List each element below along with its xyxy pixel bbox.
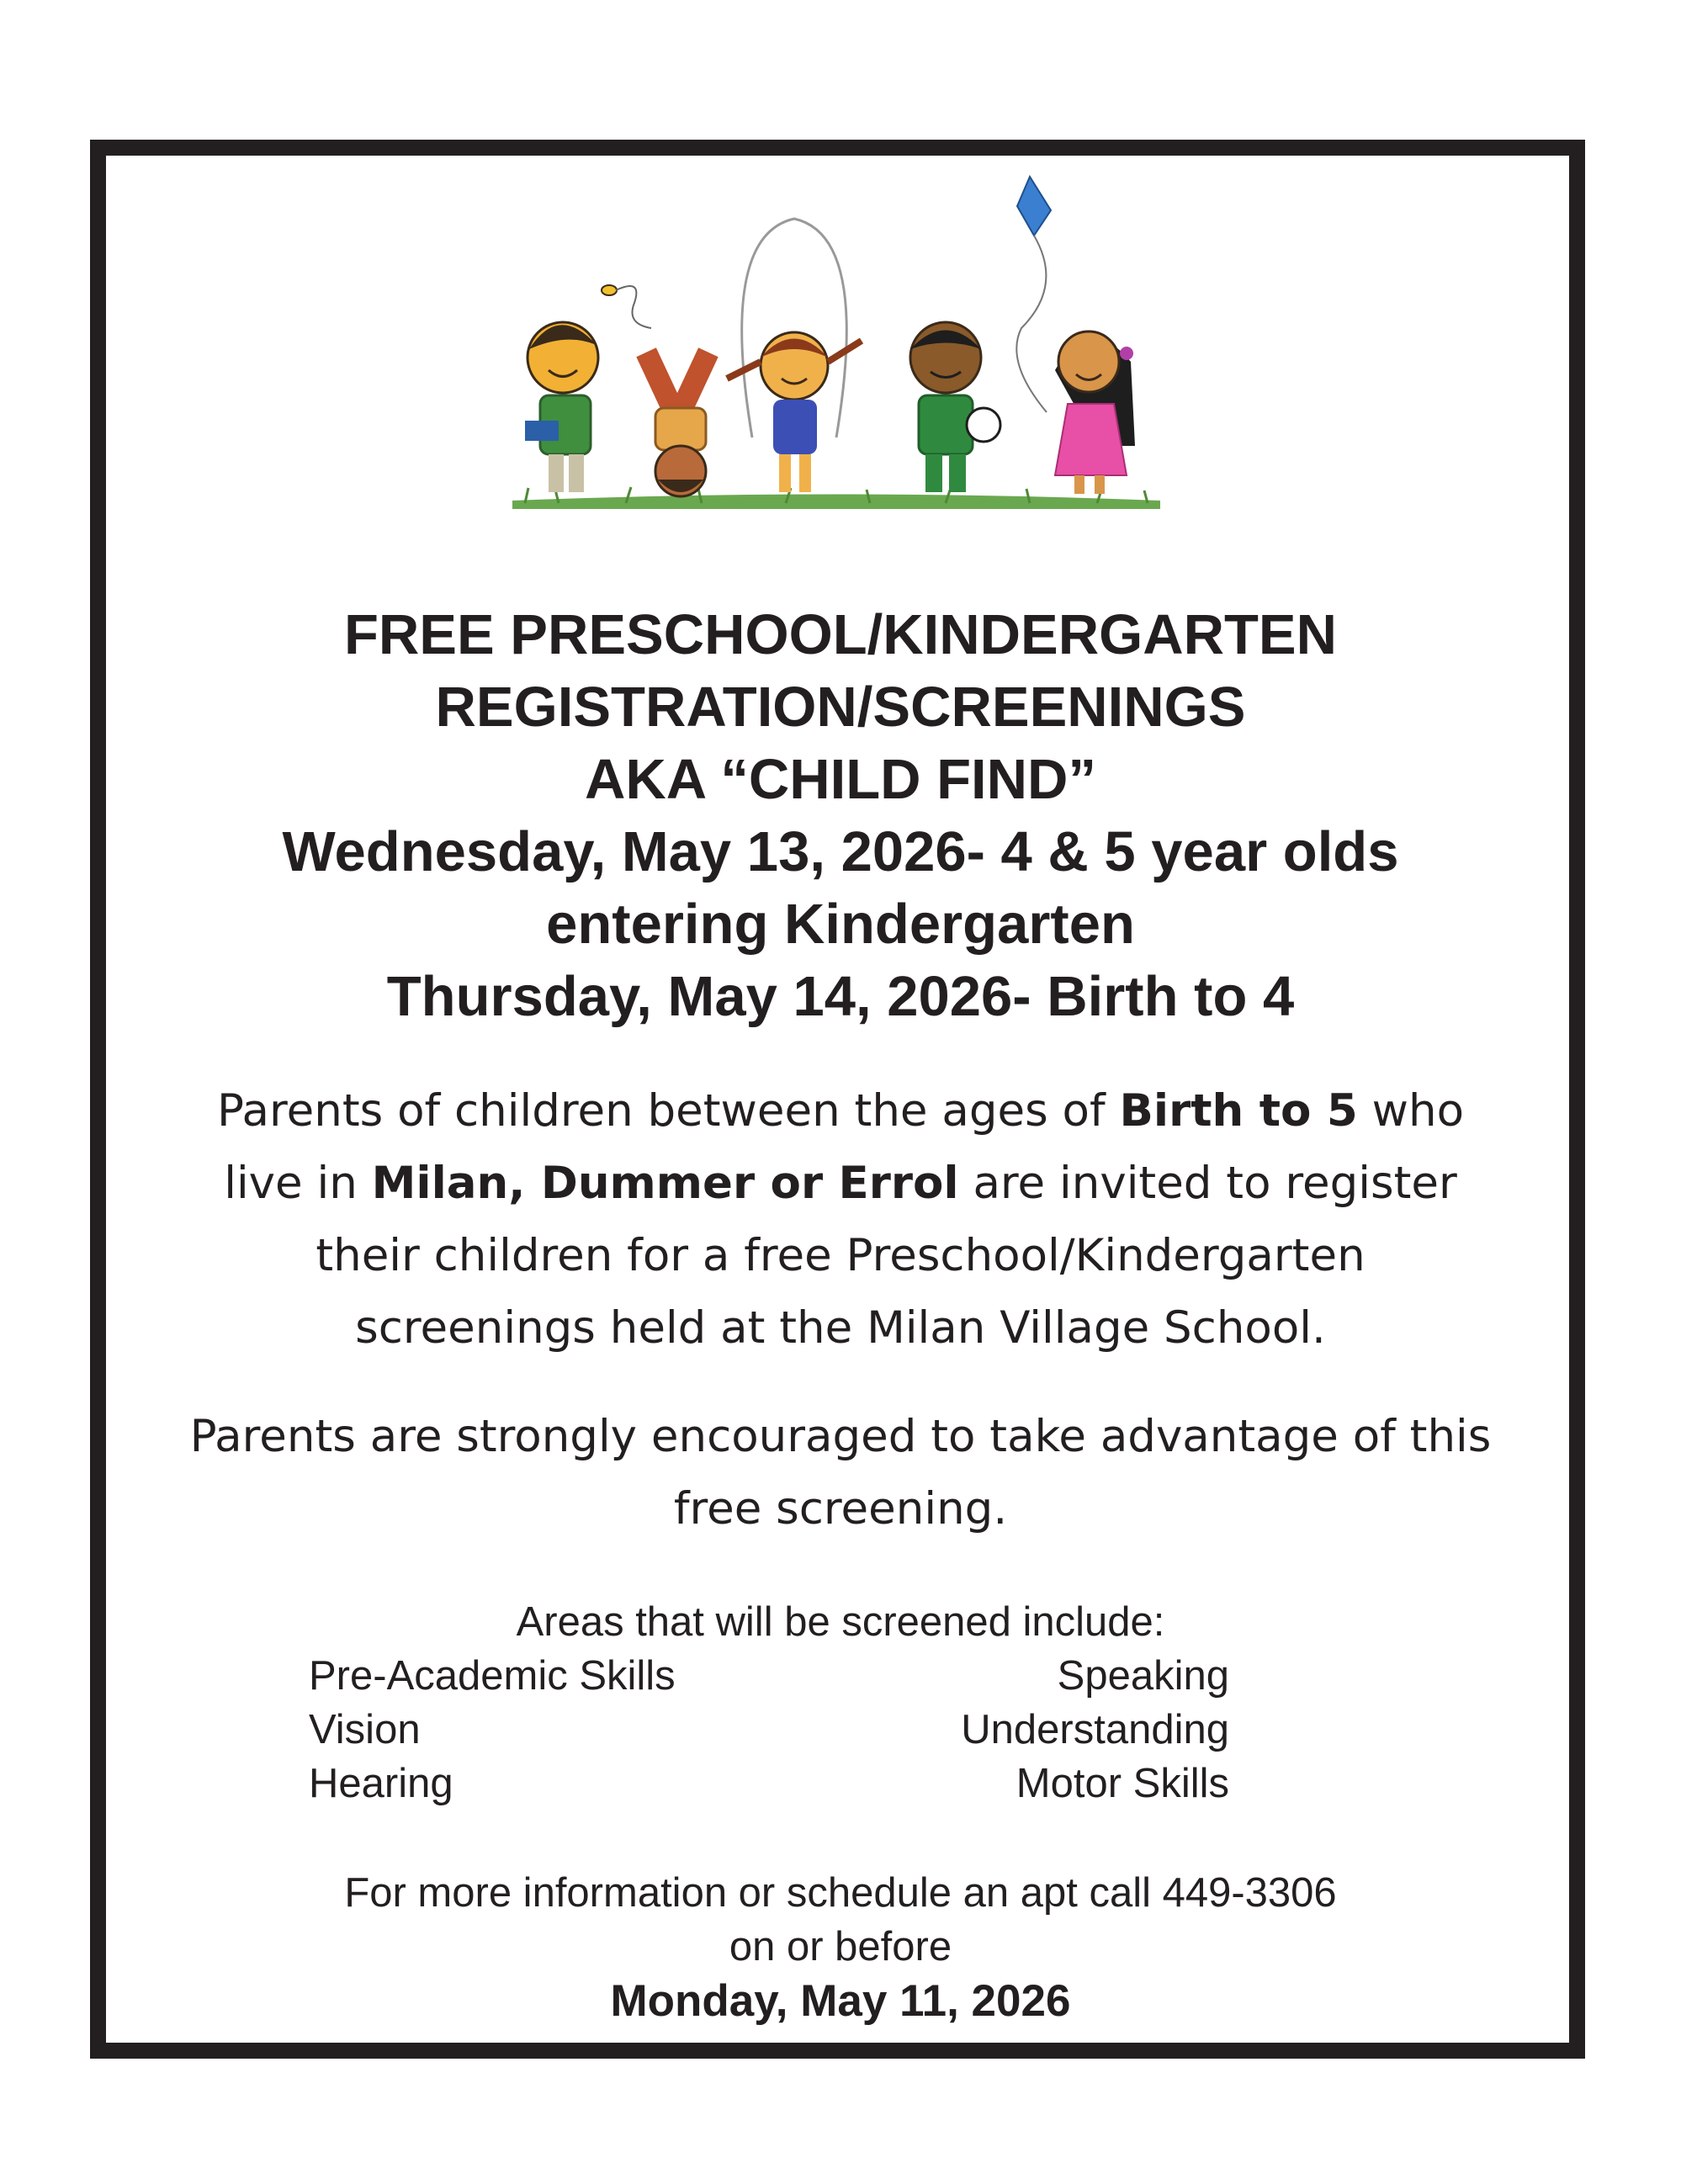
invite-line-3: their children for a free Preschool/Kindergarten	[316, 1230, 1365, 1281]
kite-icon	[1016, 177, 1051, 412]
encourage-line-2: free screening.	[673, 1483, 1008, 1535]
invite-line-2: live in Milan, Dummer or Errol are invited to register	[224, 1158, 1457, 1209]
towns: Milan, Dummer or Errol	[371, 1158, 959, 1209]
contact-line-1: For more information or schedule an apt call 449-3306	[344, 1870, 1337, 1916]
kid-girl-kite	[1055, 331, 1135, 494]
areas-heading: Areas that will be screened include:	[516, 1599, 1165, 1645]
event-title	[0, 599, 1681, 816]
encourage-line-1: Parents are strongly encouraged to take advantage of this	[189, 1411, 1492, 1462]
invitation-paragraph	[0, 1075, 1681, 1365]
area-item: Hearing	[309, 1761, 453, 1806]
area-item: Motor Skills	[1015, 1761, 1229, 1806]
bee-icon	[602, 285, 651, 328]
kid-with-books	[525, 322, 598, 492]
invite-line-1: Parents of children between the ages of Birth to 5 who	[216, 1085, 1465, 1137]
contact-info	[0, 1866, 1681, 1974]
areas-right-column	[961, 1649, 1229, 1810]
age-range: Birth to 5	[1119, 1085, 1358, 1137]
title-line-3: AKA “CHILD FIND”	[585, 748, 1096, 811]
area-item: Vision	[309, 1707, 421, 1752]
area-item: Understanding	[961, 1707, 1229, 1752]
kid-soccer-ball	[910, 322, 1000, 492]
date-thursday: Thursday, May 14, 2026- Birth to 4	[386, 965, 1295, 1028]
title-line-2: REGISTRATION/SCREENINGS	[435, 676, 1246, 739]
kid-handstand	[636, 347, 718, 496]
invite-line-4: screenings held at the Milan Village School.	[355, 1302, 1326, 1354]
title-line-1: FREE PRESCHOOL/KINDERGARTEN	[343, 603, 1338, 666]
children-playing-illustration	[508, 168, 1164, 513]
date-wednesday-cont: entering Kindergarten	[546, 893, 1135, 956]
contact-line-2: on or before	[729, 1924, 952, 1969]
area-item: Speaking	[1057, 1653, 1229, 1699]
area-item: Pre-Academic Skills	[309, 1653, 676, 1699]
areas-left-column	[309, 1649, 676, 1810]
encouragement-paragraph	[0, 1401, 1681, 1545]
registration-deadline: Monday, May 11, 2026	[610, 1976, 1071, 2026]
date-wednesday: Wednesday, May 13, 2026- 4 & 5 year olds	[282, 820, 1399, 883]
kid-jump-rope	[727, 219, 862, 492]
event-dates	[0, 816, 1681, 1033]
